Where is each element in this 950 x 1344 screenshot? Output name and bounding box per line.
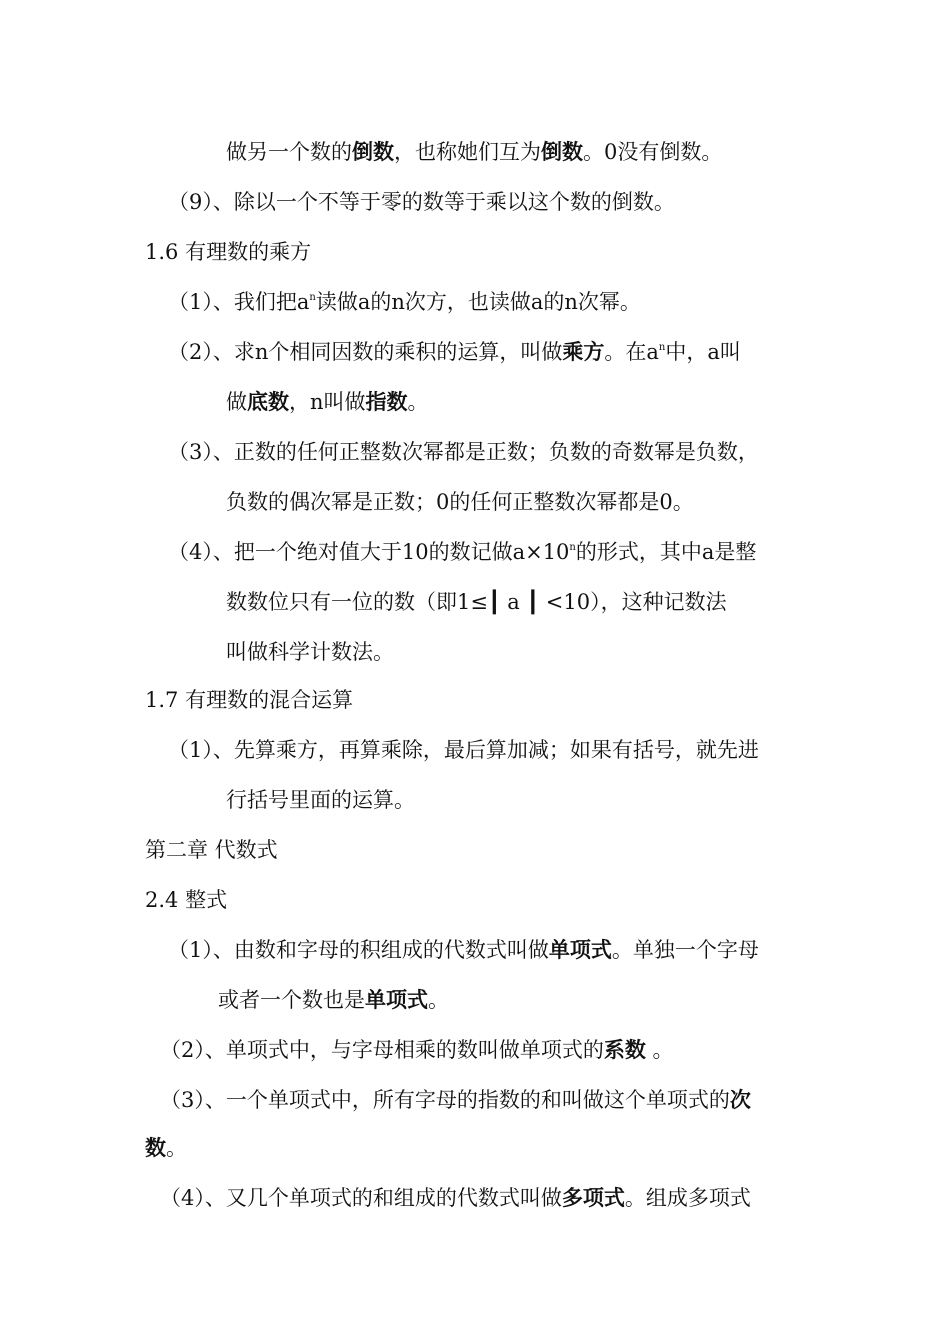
- text-run: ，也称她们互为: [394, 140, 541, 164]
- text-line: [168, 736, 759, 764]
- chapter-heading: [145, 836, 278, 864]
- text-run: （3）、一个单项式中，所有字母的指数的和叫做这个单项式的: [160, 1088, 730, 1112]
- text-line: [168, 288, 641, 316]
- text-run: 1.6 有理数的乘方: [145, 240, 312, 264]
- text-run: 做另一个数的: [226, 140, 352, 164]
- text-run: （1）、先算乘方，再算乘除，最后算加减；如果有括号，就先进: [168, 738, 759, 762]
- bold-term: 系数: [603, 1037, 646, 1062]
- text-line: [226, 638, 394, 666]
- text-line: [160, 1036, 674, 1064]
- text-line: [226, 588, 727, 616]
- text-run: 。组成多项式: [624, 1186, 751, 1210]
- text-line: [168, 438, 759, 466]
- section-heading: [145, 886, 227, 914]
- bold-term: 单项式: [365, 987, 428, 1012]
- text-run: ，n叫做: [289, 390, 366, 414]
- text-run: 负数的偶次幂是正数；0的任何正整数次幂都是0。: [226, 490, 694, 514]
- text-run: 第二章 代数式: [145, 838, 278, 862]
- text-run: 。: [428, 988, 449, 1012]
- text-run: 或者一个数也是: [218, 988, 365, 1012]
- section-heading: [145, 686, 353, 714]
- text-line: [160, 1184, 751, 1212]
- text-line: [226, 786, 415, 814]
- text-line: [226, 388, 429, 416]
- superscript: n: [658, 342, 666, 353]
- text-run: 。: [407, 390, 429, 414]
- text-line: [168, 538, 756, 566]
- text-run: 。: [645, 1038, 674, 1062]
- text-run: （1）、我们把a: [168, 290, 310, 314]
- bold-term: 数: [145, 1135, 166, 1160]
- text-run: 。0没有倒数。: [583, 140, 723, 164]
- text-run: 叫做科学计数法。: [226, 640, 394, 664]
- bold-term: 底数: [247, 389, 289, 414]
- text-run: 2.4 整式: [145, 888, 228, 912]
- bold-term: 多项式: [561, 1185, 625, 1210]
- text-line: [160, 1086, 751, 1114]
- bold-term: 乘方: [562, 339, 605, 364]
- text-line: [168, 936, 759, 964]
- text-run: 。在a: [604, 340, 659, 364]
- text-run: 。单独一个字母: [611, 938, 759, 962]
- text-run: 1.7 有理数的混合运算: [145, 688, 354, 712]
- text-line: [168, 338, 741, 366]
- section-heading: [145, 238, 311, 266]
- bold-term: 次: [729, 1087, 751, 1112]
- text-run: （4）、又几个单项式的和组成的代数式叫做: [160, 1186, 562, 1210]
- text-run: （1）、由数和字母的积组成的代数式叫做: [168, 938, 549, 962]
- text-run: 行括号里面的运算。: [226, 788, 415, 812]
- text-run: 读做a的n次方，也读做a的n次幂。: [315, 290, 641, 314]
- text-line: [145, 1134, 187, 1162]
- text-line: [218, 986, 449, 1014]
- bold-term: 指数: [365, 389, 408, 414]
- text-run: （3）、正数的任何正整数次幂都是正数；负数的奇数幂是负数，: [168, 440, 759, 464]
- bold-term: 倒数: [541, 139, 583, 164]
- text-run: 。: [166, 1136, 187, 1160]
- text-run: 数数位只有一位的数（即1≤┃ a ┃ <10），这种记数法: [226, 590, 727, 614]
- text-run: （9）、除以一个不等于零的数等于乘以这个数的倒数。: [168, 190, 675, 214]
- text-line: [226, 138, 722, 166]
- superscript: n: [569, 542, 576, 553]
- text-run: （4）、把一个绝对值大于10的数记做a×10: [168, 540, 570, 564]
- text-run: 中，a叫: [665, 340, 741, 364]
- text-run: 做: [226, 390, 247, 414]
- text-run: （2）、求n个相同因数的乘积的运算，叫做: [168, 340, 563, 364]
- text-run: （2）、单项式中，与字母相乘的数叫做单项式的: [160, 1038, 604, 1062]
- bold-term: 单项式: [548, 937, 612, 962]
- text-line: [226, 488, 694, 516]
- text-run: 的形式，其中a是整: [575, 540, 757, 564]
- superscript: n: [309, 292, 316, 303]
- bold-term: 倒数: [352, 139, 394, 164]
- text-line: [168, 188, 675, 216]
